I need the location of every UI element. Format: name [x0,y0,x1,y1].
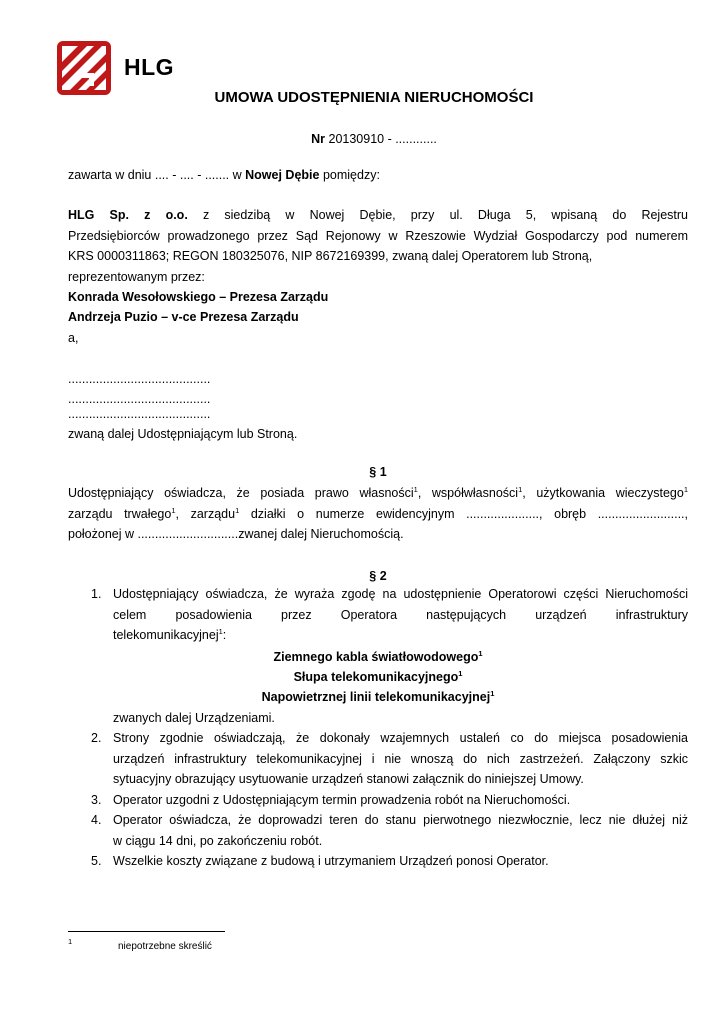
item-2-line-1: Strony zgodnie oświadczają, że dokonały wzajemnych ustaleń co do miejsca posadowienia [113,731,688,745]
document-title: UMOWA UDOSTĘPNIENIA NIERUCHOMOŚCI [214,89,534,106]
item-1-end: zwanych dalej Urządzeniami. [113,711,275,725]
item-1 [113,584,688,646]
provider-dots-1: ......................................... [68,372,211,386]
item-1-line-2: celem posadowienia przez Operatora następujących urządzeń infrastruktury [113,607,688,622]
footnote-ref: 1 [235,505,240,515]
item-3: Operator uzgodni z Udostępniającym termin prowadzenia robót na Nieruchomości. [113,793,571,807]
intro-place: Nowej Dębie [245,168,320,182]
item-1-line-3-end: : [222,628,227,642]
s1-l2-c: działki o numerze ewidencyjnym ....................., obręb ........................., [239,506,688,521]
device-3-text: Napowietrznej linii telekomunikacyjnej [261,690,491,704]
intro-prefix: zawarta w dniu .... - .... - ....... w [68,168,246,182]
item-1-line-1: Udostępniający oświadcza, że wyraża zgodę na udostępnienie Operatorowi części Nieruchomości [113,587,688,601]
device-2 [68,667,688,687]
operator-paragraph [68,205,688,267]
footnote-ref: 1 [518,485,523,494]
section-1-paragraph [68,483,688,545]
s1-l1-a: Udostępniający oświadcza, że posiada prawo własności [68,486,414,500]
device-3 [68,687,688,707]
item-4-line-2: w ciągu 14 dni, po zakończeniu robót. [113,833,323,848]
footnote-ref: 1 [413,485,418,494]
operator-line-2: Przedsiębiorców prowadzonego przez Sąd Rejonowy w Rzeszowie Wydział Gospodarczy pod numerem [68,228,688,243]
provider-dots-3: ......................................... [68,407,211,421]
operator-name: HLG Sp. z o.o. [68,208,188,222]
footnote-number: 1 [68,937,73,946]
brand-name: HLG [124,54,175,80]
operator-line-3: KRS 0000311863; REGON 180325076, NIP 8672169399, zwaną dalej Operatorem lub Stroną, [68,249,593,263]
footnote-text: niepotrzebne skreślić [118,941,212,952]
item-4-number: 4. [91,813,102,827]
s1-l1-c: , użytkowania wieczystego [522,486,684,500]
device-1 [68,647,688,667]
footnote-ref: 1 [683,485,688,494]
item-4-line-1: Operator oświadcza, że doprowadzi teren do stanu pierwotnego niezwłocznie, lecz nie dłużej niż [113,813,688,827]
intro-line [68,165,380,185]
section-1-line-1 [68,483,688,504]
footnote-ref: 1 [490,689,495,698]
operator-represented: reprezentowanym przez: [68,270,205,284]
section-2-heading: § 2 [369,569,387,583]
item-2 [113,728,688,790]
operator-line-1-text: z siedzibą w Nowej Dębie, przy ul. Długa 5, wpisaną do Rejestru [187,208,688,222]
item-2-number: 2. [91,731,102,745]
item-3-number: 3. [91,793,102,807]
s1-l2-b: , zarządu [175,506,236,521]
item-2-line-3: sytuacyjny obrazujący usytuowanie urządzeń stanowi załącznik do niniejszej Umowy. [113,772,584,786]
footnote-ref: 1 [171,505,176,515]
representative-2: Andrzeja Puzio – v-ce Prezesa Zarządu [68,310,299,324]
item-5-number: 5. [91,854,102,868]
provider-dots-2: ......................................... [68,392,211,406]
section-1-line-2 [68,504,688,525]
footnote-ref: 1 [478,649,483,658]
section-1-heading: § 1 [369,465,387,479]
contract-number [0,132,724,146]
device-1-text: Ziemnego kabla światłowodowego [273,650,479,664]
and-text: a, [68,331,79,345]
device-2-text: Słupa telekomunikacyjnego [293,670,459,684]
item-5: Wszelkie koszty związane z budową i utrzymaniem Urządzeń ponosi Operator. [113,854,549,868]
item-1-line-3-text: telekomunikacyjnej [113,628,219,642]
nr-label: Nr [311,132,326,146]
footnote-divider [68,931,225,932]
nr-value: 20130910 - ............ [325,132,437,146]
item-4 [113,810,688,851]
item-1-number: 1. [91,587,102,601]
section-1-line-3: położonej w .............................zwanej dalej Nieruchomością. [68,527,404,541]
s1-l2-a: zarządu trwałego [68,506,172,521]
footnote-ref: 1 [458,669,463,678]
item-1-line-3 [113,625,688,646]
representative-1: Konrada Wesołowskiego – Prezesa Zarządu [68,290,329,304]
provider-description: zwaną dalej Udostępniającym lub Stroną. [68,427,298,441]
s1-l1-b: , współwłasności [417,486,519,500]
footnote-ref: 1 [218,627,223,636]
operator-line-1 [68,205,688,226]
hlg-logo-icon [56,40,112,96]
intro-suffix: pomiędzy: [319,168,380,182]
item-2-line-2: urządzeń infrastruktury telekomunikacyjnej i nie wnoszą do nich zastrzeżeń. Załączony szkic [113,751,688,766]
